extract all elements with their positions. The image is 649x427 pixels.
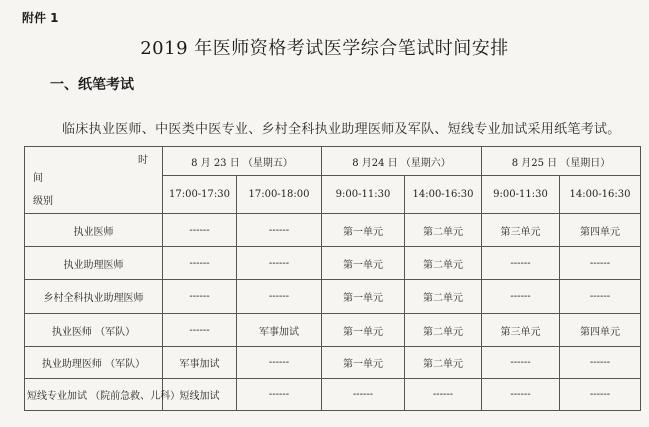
date-header-aug25: 8 月25 日 （星期日） xyxy=(482,147,641,176)
table-row xyxy=(25,314,641,347)
schedule-cell: ------ xyxy=(560,379,641,411)
page-title: 2019 年医师资格考试医学综合笔试时间安排 xyxy=(140,38,509,59)
attachment-label: 附件 1 xyxy=(22,11,59,25)
schedule-cell: ------ xyxy=(560,247,641,280)
table-row xyxy=(25,247,641,280)
category-label: 执业医师 （军队） xyxy=(25,314,163,347)
schedule-cell: 短线加试 xyxy=(163,379,237,411)
time-slot-header: 17:00-17:30 xyxy=(163,176,237,214)
schedule-cell: ------ xyxy=(163,280,237,314)
date-header-aug23: 8 月 23 日 （星期五） xyxy=(163,147,322,176)
schedule-cell: 第二单元 xyxy=(405,247,482,280)
schedule-cell: ------ xyxy=(237,347,322,379)
category-label: 短线专业加试 （院前急救、儿科） xyxy=(25,379,163,411)
corner-header-cell xyxy=(25,147,163,214)
schedule-cell: 第二单元 xyxy=(405,347,482,379)
exam-schedule-table xyxy=(24,146,641,411)
time-slot-header: 14:00-16:30 xyxy=(405,176,482,214)
corner-level-label: 级别 xyxy=(33,196,53,207)
schedule-cell: 第一单元 xyxy=(322,247,405,280)
schedule-cell: 第一单元 xyxy=(322,214,405,247)
schedule-cell: ------ xyxy=(322,379,405,411)
time-slot-header: 9:00-11:30 xyxy=(482,176,560,214)
schedule-cell: ------ xyxy=(482,247,560,280)
corner-time-label: 时 xyxy=(138,155,148,166)
schedule-cell: ------ xyxy=(482,347,560,379)
time-slot-header: 14:00-16:30 xyxy=(560,176,641,214)
schedule-cell: 第二单元 xyxy=(405,280,482,314)
table-row xyxy=(25,379,641,411)
schedule-cell: ------ xyxy=(163,214,237,247)
schedule-cell: 军事加试 xyxy=(163,347,237,379)
schedule-cell: 第一单元 xyxy=(322,314,405,347)
schedule-cell: ------ xyxy=(163,247,237,280)
schedule-cell: ------ xyxy=(560,347,641,379)
time-slot-header: 9:00-11:30 xyxy=(322,176,405,214)
table-row xyxy=(25,347,641,379)
table-row xyxy=(25,280,641,314)
schedule-cell: 第四单元 xyxy=(560,314,641,347)
section-heading: 一、纸笔考试 xyxy=(50,77,134,93)
schedule-cell: 第四单元 xyxy=(560,214,641,247)
schedule-cell: ------ xyxy=(237,247,322,280)
table-row xyxy=(25,214,641,247)
schedule-cell: 第三单元 xyxy=(482,314,560,347)
schedule-cell: 第三单元 xyxy=(482,214,560,247)
schedule-cell: 第二单元 xyxy=(405,214,482,247)
schedule-cell: 第一单元 xyxy=(322,280,405,314)
corner-time-label-2: 间 xyxy=(33,173,43,184)
schedule-cell: ------ xyxy=(482,379,560,411)
category-label: 乡村全科执业助理医师 xyxy=(25,280,163,314)
intro-paragraph: 临床执业医师、中医类中医专业、乡村全科执业助理医师及军队、短线专业加试采用纸笔考试。 xyxy=(62,122,621,137)
schedule-cell: ------ xyxy=(237,280,322,314)
schedule-cell: ------ xyxy=(163,314,237,347)
time-slot-header: 17:00-18:00 xyxy=(237,176,322,214)
schedule-cell: ------ xyxy=(405,379,482,411)
category-label: 执业助理医师 xyxy=(25,247,163,280)
schedule-cell: ------ xyxy=(482,280,560,314)
category-label: 执业医师 xyxy=(25,214,163,247)
schedule-cell: ------ xyxy=(237,379,322,411)
date-header-aug24: 8 月24 日 （星期六） xyxy=(322,147,482,176)
table-header-row-dates xyxy=(25,147,641,176)
schedule-cell: 第一单元 xyxy=(322,347,405,379)
schedule-cell: ------ xyxy=(560,280,641,314)
schedule-cell: 军事加试 xyxy=(237,314,322,347)
category-label: 执业助理医师 （军队） xyxy=(25,347,163,379)
schedule-cell: 第二单元 xyxy=(405,314,482,347)
schedule-cell: ------ xyxy=(237,214,322,247)
